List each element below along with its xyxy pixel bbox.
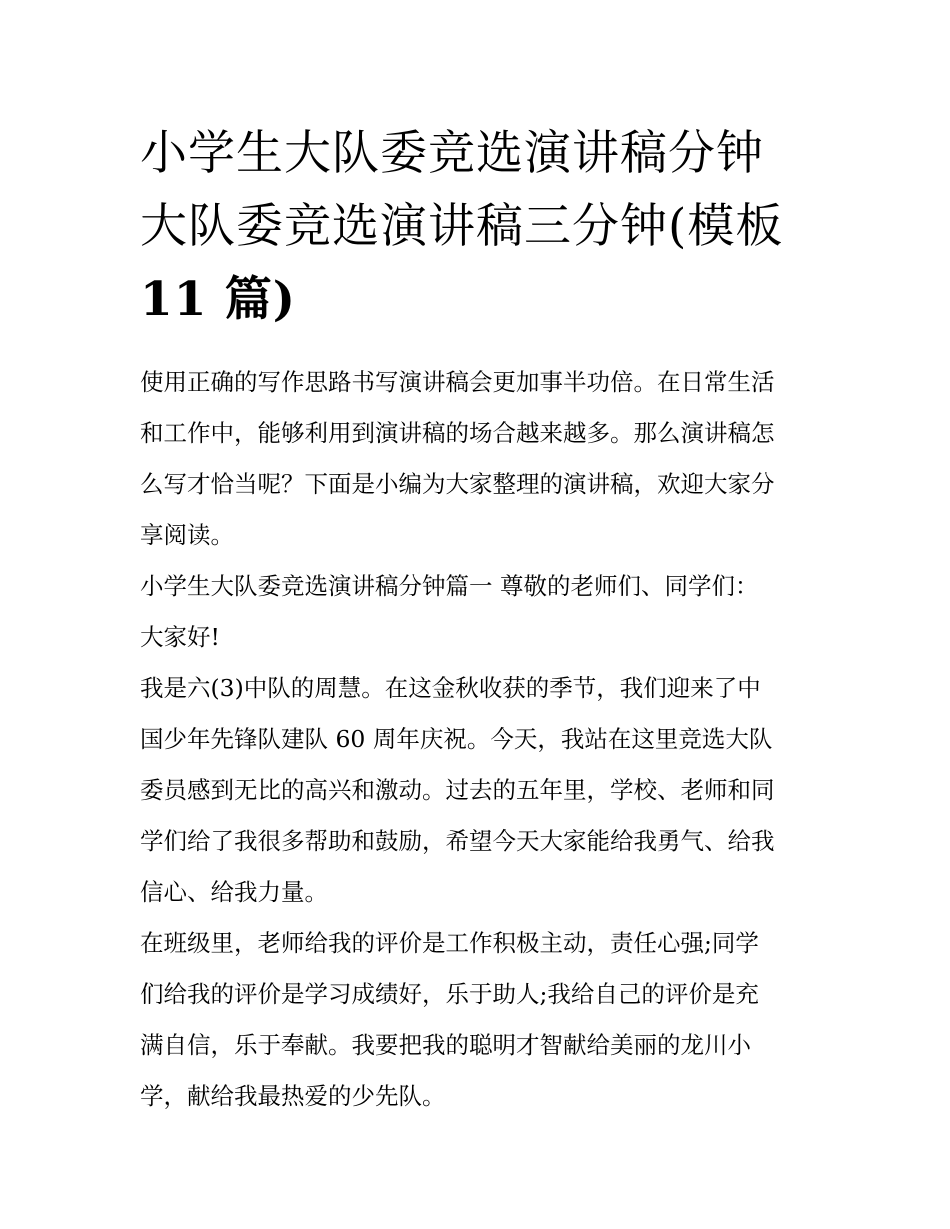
text-line: 满自信，乐于奉献。我要把我的聪明才智献给美丽的龙川小 xyxy=(140,1031,751,1059)
text-line: 国少年先锋队建队 60 周年庆祝。今天，我站在这里竞选大队 xyxy=(140,725,773,753)
title-line: 11 篇) xyxy=(140,272,297,327)
section-heading-paragraph xyxy=(140,561,820,612)
intro-paragraph xyxy=(140,357,820,561)
speech-paragraph xyxy=(140,663,820,918)
text-line: 信心、给我力量。 xyxy=(140,878,328,906)
text-line: 大家好! xyxy=(140,623,220,651)
text-line: 我是六(3)中队的周慧。在这金秋收获的季节，我们迎来了中 xyxy=(140,674,761,702)
greeting-paragraph xyxy=(140,612,820,663)
text-line: 使用正确的写作思路书写演讲稿会更加事半功倍。在日常生活 xyxy=(140,368,775,396)
text-line: 们给我的评价是学习成绩好，乐于助人;我给自己的评价是充 xyxy=(140,980,759,1008)
text-line: 委员感到无比的高兴和激动。过去的五年里，学校、老师和同 xyxy=(140,776,775,804)
title-line: 大队委竞选演讲稿三分钟(模板 xyxy=(140,199,784,254)
document-title xyxy=(140,117,820,336)
text-line: 在班级里，老师给我的评价是工作积极主动，责任心强;同学 xyxy=(140,929,759,957)
title-line: 小学生大队委竞选演讲稿分钟 xyxy=(140,126,764,181)
text-line: 么写才恰当呢？下面是小编为大家整理的演讲稿，欢迎大家分 xyxy=(140,470,775,498)
document-body xyxy=(140,357,820,1122)
text-line: 学们给了我很多帮助和鼓励，希望今天大家能给我勇气、给我 xyxy=(140,827,775,855)
speech-paragraph xyxy=(140,918,820,1122)
text-line: 学，献给我最热爱的少先队。 xyxy=(140,1082,446,1110)
text-line: 小学生大队委竞选演讲稿分钟篇一 尊敬的老师们、同学们： xyxy=(140,572,759,600)
text-line: 和工作中，能够利用到演讲稿的场合越来越多。那么演讲稿怎 xyxy=(140,419,775,447)
text-line: 享阅读。 xyxy=(140,521,234,549)
